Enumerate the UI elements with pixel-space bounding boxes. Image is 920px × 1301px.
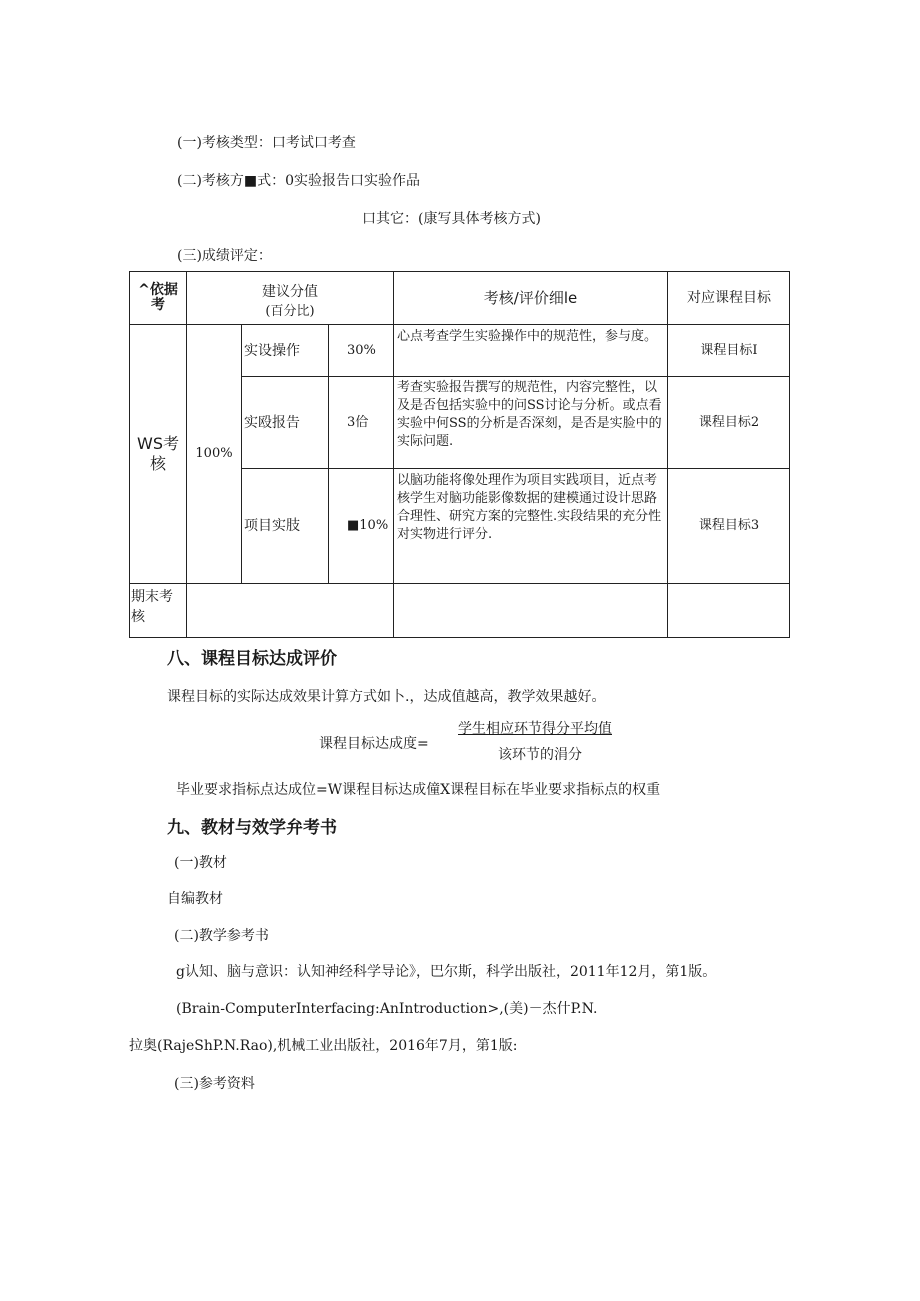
row-detail: 考查实验报告撰写的规范性，内容完整性，以及是否包括实验中的问SS讨论与分析。或点看实验中何SS的分析是否深刻，是否是实脸中的实际问题.: [397, 380, 662, 449]
reference-2b: 拉奥(RajeShP.N.Rao),机械工业出版社，2016年7月，第1版:: [129, 1038, 518, 1054]
row-item: 实殴报告: [244, 414, 300, 431]
group-label: WS考核: [137, 434, 179, 473]
row-pct: ■10%: [347, 518, 389, 533]
assessment-method-line: (二)考核方■式：0实验报告口实验作品: [177, 173, 421, 189]
materials-subheading: (三)参考资料: [174, 1076, 255, 1092]
row-detail: 心点考查学生实验操作中的规范性，参与度。: [397, 329, 658, 344]
row-target: 课程目标2: [698, 414, 760, 430]
reference-2a: (Brain-ComputerInterfacing:AnIntroduction>,(美)－杰什P.N.: [176, 1001, 598, 1017]
section9-heading: 九、教材与效学弁考书: [167, 818, 337, 838]
formula-numerator: 学生相应环节得分平均值: [458, 721, 612, 737]
formula-denominator: 该环节的涓分: [498, 747, 582, 763]
section8-intro: 课程目标的实际达成效果计算方式如卜.，达成值越高，教学效果越好。: [167, 689, 606, 705]
section8-heading: 八、课程目标达成评价: [167, 649, 337, 669]
row-pct: 3佮: [347, 414, 369, 430]
row-item: 实设操作: [244, 342, 300, 359]
row-item: 项目实肢: [244, 518, 300, 534]
assessment-other-line: 口其它：(康写具体考核方式): [362, 211, 541, 227]
row-detail: 以脑功能将像处理作为项目实践项目，近点考核学生对脑功能影像数据的建模通过设计思路合理性、研究方案的完整性.实段结果的充分性对实物进行评分.: [397, 473, 662, 542]
group-pct: 100%: [195, 446, 233, 461]
header-target: 对应课程目标: [687, 290, 771, 306]
row-target: 课程目标3: [698, 518, 760, 533]
textbook-name: 自编教材: [167, 891, 223, 907]
header-basis: ^依据考: [138, 282, 178, 313]
final-exam-label: 期末考核: [131, 589, 173, 625]
grading-line: (三)成绩评定：: [177, 248, 272, 264]
assessment-type-line: (一)考核类型：口考试口考查: [177, 135, 356, 151]
row-target: 课程目标I: [700, 342, 758, 358]
row-pct: 30%: [347, 342, 376, 358]
formula-graduation: 毕业要求指标点达成位=W课程目标达成僮X课程目标在毕业要求指标点的权重: [176, 782, 661, 798]
header-detail: 考核/评价细le: [483, 289, 578, 307]
table-rule: [129, 583, 790, 584]
reference-1: g认知、脑与意识：认知神经科学导论》，巴尔斯，科学出版社，2011年12月，第1版。: [176, 964, 717, 980]
formula-lhs: 课程目标达成度=: [319, 736, 429, 752]
reference-subheading: (二)教学参考书: [174, 928, 269, 944]
textbook-subheading: (一)教材: [174, 855, 227, 871]
header-score-sub: (百分比): [265, 304, 315, 319]
header-score: 建议分值: [262, 284, 318, 300]
